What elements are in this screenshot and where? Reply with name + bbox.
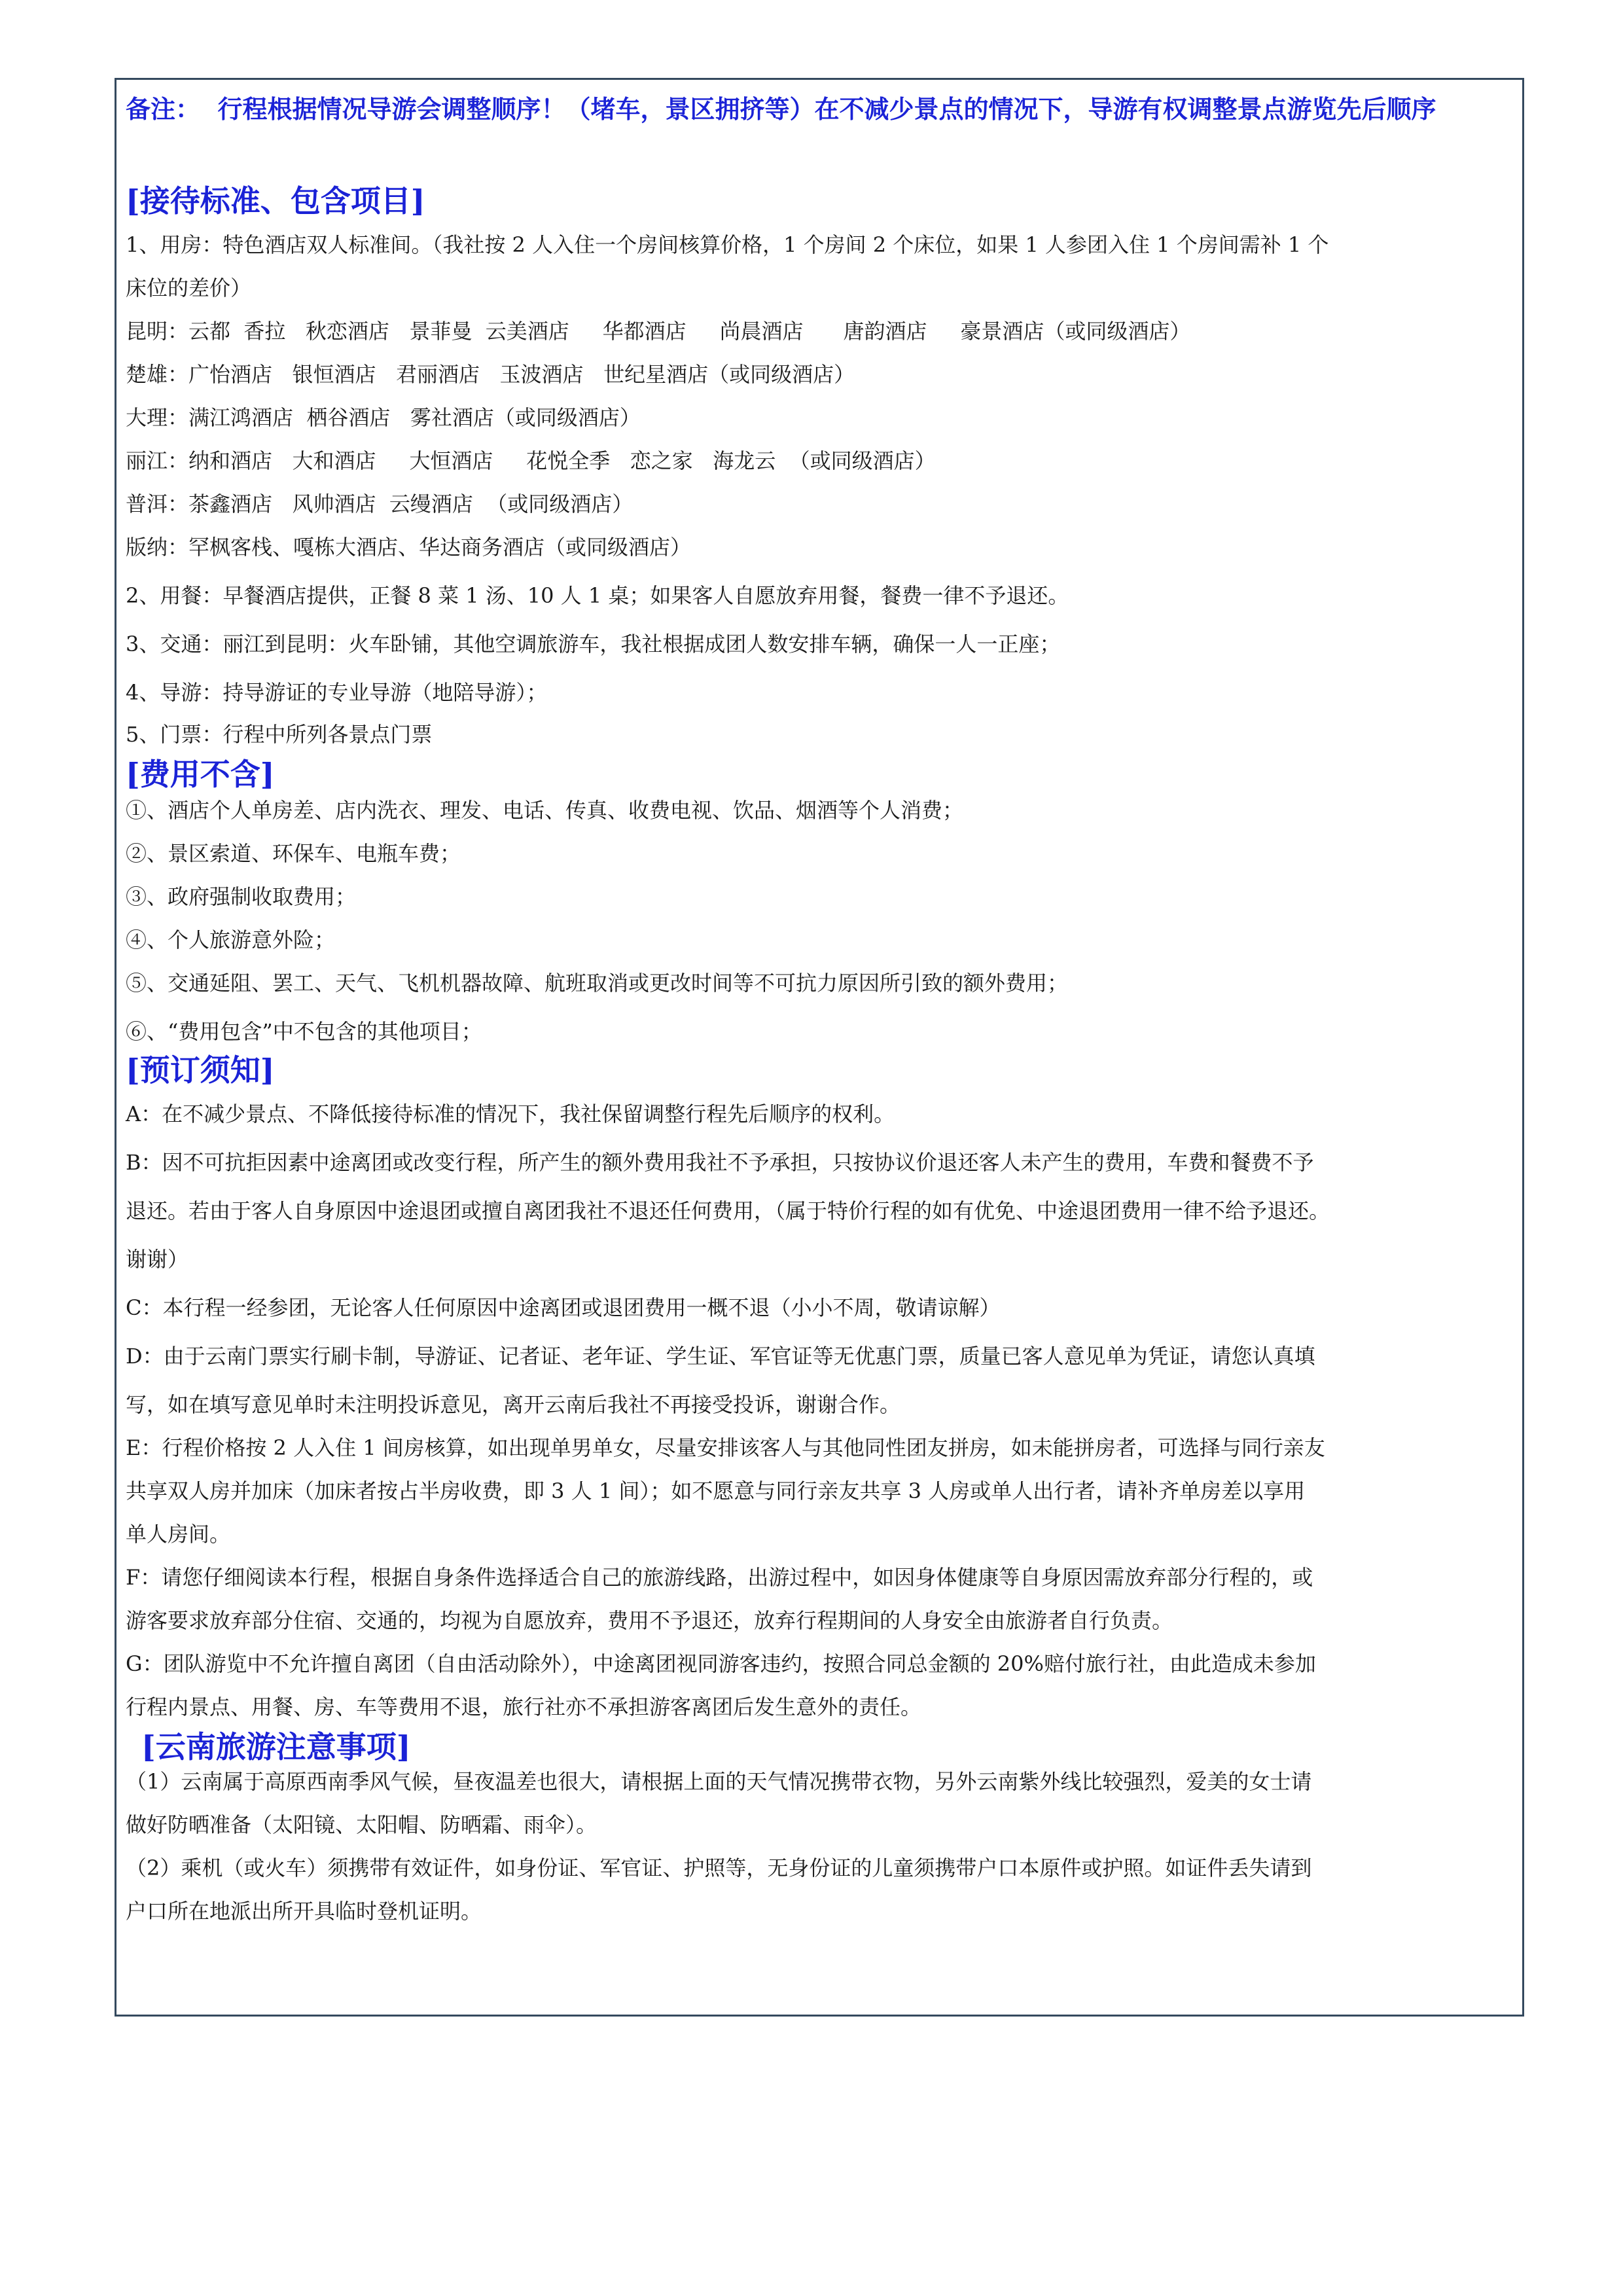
document-content: [126, 80, 1522, 1924]
booking-line: 单人房间。: [126, 1522, 231, 1547]
booking-line: E：行程价格按 2 人入住 1 间房核算，如出现单男单女，尽量安排该客人与其他同性团友拼房，如未能拼房者，可选择与同行亲友: [126, 1435, 1325, 1460]
booking-line: A：在不减少景点、不降低接待标准的情况下，我社保留调整行程先后顺序的权利。: [126, 1102, 895, 1126]
hotel-line-dali: 大理：满江鸿酒店 栖谷酒店 雾社酒店（或同级酒店）: [126, 405, 641, 430]
travel-note-line: 户口所在地派出所开具临时登机证明。: [126, 1899, 482, 1924]
included-line-tickets: 5、门票：行程中所列各景点门票: [126, 722, 433, 747]
hotel-line-chuxiong: 楚雄：广怡酒店 银恒酒店 君丽酒店 玉波酒店 世纪星酒店（或同级酒店）: [126, 362, 855, 387]
included-line-guide: 4、导游：持导游证的专业导游（地陪导游）；: [126, 680, 548, 705]
included-list: [126, 232, 1522, 747]
booking-line: B：因不可抗拒因素中途离团或改变行程，所产生的额外费用我社不予承担，只按协议价退还客人未产生的费用，车费和餐费不予: [126, 1150, 1314, 1175]
excluded-line: ⑤、交通延阻、罢工、天气、飞机机器故障、航班取消或更改时间等不可抗力原因所引致的额外费用；: [126, 971, 1069, 996]
included-line-transport: 3、交通：丽江到昆明：火车卧铺，其他空调旅游车，我社根据成团人数安排车辆，确保一人一正座；: [126, 632, 1061, 656]
section-title-travel-notes: [云南旅游注意事项]: [141, 1729, 411, 1765]
travel-note-line: 做好防晒准备（太阳镜、太阳帽、防晒霜、雨伞）。: [126, 1812, 597, 1837]
booking-line: F：请您仔细阅读本行程，根据自身条件选择适合自己的旅游线路，出游过程中，如因身体健康等自身原因需放弃部分行程的，或: [126, 1565, 1313, 1590]
booking-list: [126, 1101, 1522, 1720]
booking-line: 谢谢）: [126, 1247, 189, 1272]
travel-notes-list: [126, 1768, 1522, 1924]
itinerary-note: 备注： 行程根据情况导游会调整顺序！（堵车，景区拥挤等）在不减少景点的情况下，导游有权调整景点游览先后顺序: [126, 94, 1436, 124]
excluded-line: ②、景区索道、环保车、电瓶车费；: [126, 841, 461, 866]
booking-line: 退还。若由于客人自身原因中途退团或擅自离团我社不退还任何费用，（属于特价行程的如有优免、中途退团费用一律不给予退还。: [126, 1198, 1330, 1223]
travel-note-line: （1）云南属于高原西南季风气候，昼夜温差也很大，请根据上面的天气情况携带衣物，另外云南紫外线比较强烈，爱美的女士请: [126, 1769, 1312, 1794]
booking-line: 写，如在填写意见单时未注明投诉意见，离开云南后我社不再接受投诉，谢谢合作。: [126, 1392, 901, 1417]
booking-line: 游客要求放弃部分住宿、交通的，均视为自愿放弃，费用不予退还，放弃行程期间的人身安全由旅游者自行负责。: [126, 1608, 1173, 1633]
section-title-booking: [预订须知]: [126, 1052, 275, 1088]
booking-line: D：由于云南门票实行刷卡制，导游证、记者证、老年证、学生证、军官证等无优惠门票，质量已客人意见单为凭证，请您认真填: [126, 1344, 1315, 1369]
booking-line: 行程内景点、用餐、房、车等费用不退，旅行社亦不承担游客离团后发生意外的责任。: [126, 1695, 922, 1719]
booking-line: 共享双人房并加床（加床者按占半房收费，即 3 人 1 间）；如不愿意与同行亲友共享 3 人房或单人出行者，请补齐单房差以享用: [126, 1479, 1306, 1503]
included-line: 1、用房：特色酒店双人标准间。（我社按 2 人入住一个房间核算价格，1 个房间 2 个床位，如果 1 人参团入住 1 个房间需补 1 个: [126, 232, 1329, 257]
hotel-line-banna: 版纳：罕枫客栈、嘎栋大酒店、华达商务酒店（或同级酒店）: [126, 535, 692, 560]
hotel-line-puer: 普洱：茶鑫酒店 风帅酒店 云缦酒店 （或同级酒店）: [126, 492, 633, 516]
hotel-line-lijiang: 丽江：纳和酒店 大和酒店 大恒酒店 花悦全季 恋之家 海龙云 （或同级酒店）: [126, 448, 936, 473]
included-line-meals: 2、用餐：早餐酒店提供，正餐 8 菜 1 汤、10 人 1 桌；如果客人自愿放弃用餐，餐费一律不予退还。: [126, 583, 1069, 608]
document-frame: [115, 78, 1524, 2017]
travel-note-line: （2）乘机（或火车）须携带有效证件，如身份证、军官证、护照等，无身份证的儿童须携带户口本原件或护照。如证件丢失请到: [126, 1856, 1312, 1880]
booking-line: G：团队游览中不允许擅自离团（自由活动除外），中途离团视同游客违约，按照合同总金额的 20%赔付旅行社，由此造成未参加: [126, 1651, 1316, 1676]
section-title-excluded: [费用不含]: [126, 757, 275, 792]
included-line: 床位的差价）: [126, 276, 252, 300]
excluded-list: [126, 797, 1522, 1045]
excluded-line: ⑥、“费用包含”中不包含的其他项目；: [126, 1019, 482, 1044]
section-title-included: [接待标准、包含项目]: [126, 183, 425, 219]
excluded-line: ①、酒店个人单房差、店内洗衣、理发、电话、传真、收费电视、饮品、烟酒等个人消费；: [126, 798, 964, 823]
excluded-line: ③、政府强制收取费用；: [126, 884, 357, 909]
excluded-line: ④、个人旅游意外险；: [126, 927, 336, 952]
hotel-line-kunming: 昆明：云都 香拉 秋恋酒店 景菲曼 云美酒店 华都酒店 尚晨酒店 唐韵酒店 豪景酒店（或同级酒店）: [126, 319, 1191, 344]
booking-line: C：本行程一经参团，无论客人任何原因中途离团或退团费用一概不退（小小不周，敬请谅解）: [126, 1295, 1001, 1320]
